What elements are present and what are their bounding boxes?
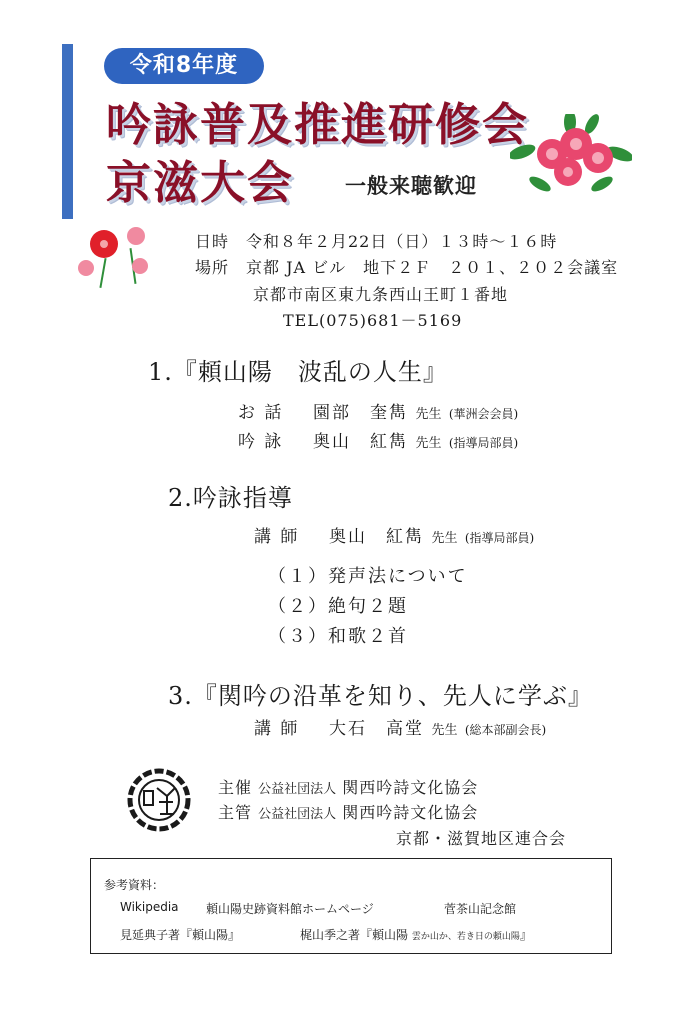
page-subtitle: 京滋大会 bbox=[106, 156, 295, 209]
speaker-row bbox=[238, 398, 518, 423]
section-3-title: 3.『関吟の沿革を知り、先人に学ぶ』 bbox=[168, 682, 593, 710]
speaker-name: 奥山 紅雋 bbox=[329, 527, 425, 547]
speaker-honorific: 先生 bbox=[415, 436, 442, 451]
speaker-affiliation: (総本部副会長) bbox=[464, 723, 547, 737]
event-tel: TEL(075)681－5169 bbox=[283, 311, 463, 330]
welcome-note: 一般来聴歓迎 bbox=[345, 174, 477, 198]
list-item: （３）和歌２首 bbox=[268, 626, 408, 647]
speaker-name: 奥山 紅雋 bbox=[313, 432, 409, 452]
reference-item bbox=[300, 926, 532, 943]
speaker-affiliation: (華洲会会員) bbox=[448, 407, 519, 421]
manager-label: 主管 bbox=[218, 803, 253, 822]
reference-close: 』 bbox=[519, 928, 532, 942]
reference-item: 菅茶山記念館 bbox=[444, 902, 517, 916]
speaker-honorific: 先生 bbox=[415, 407, 442, 422]
page-title: 吟詠普及推進研修会 bbox=[106, 98, 530, 151]
manager-sub: 京都・滋賀地区連合会 bbox=[396, 829, 567, 848]
manager-name: 関西吟詩文化協会 bbox=[342, 803, 479, 822]
host-label: 主催 bbox=[218, 778, 253, 797]
azalea-flower-icon bbox=[510, 114, 632, 196]
references-label: 参考資料： bbox=[104, 878, 165, 892]
list-item: （１）発声法について bbox=[268, 566, 468, 587]
host-row bbox=[218, 775, 478, 798]
manager-row bbox=[218, 800, 478, 823]
reference-item: 見延典子著『頼山陽』 bbox=[120, 928, 241, 942]
speaker-row bbox=[254, 714, 546, 739]
speaker-affiliation: (指導局部員) bbox=[464, 531, 535, 545]
reference-item: 頼山陽史跡資料館ホームページ bbox=[206, 902, 374, 916]
section-1-title: 1.『頼山陽 波乱の人生』 bbox=[148, 358, 448, 386]
manager-kind: 公益社団法人 bbox=[258, 807, 337, 822]
speaker-role: お 話 bbox=[238, 403, 284, 423]
reference-subtitle: 雲か山か、若き日の頼山陽 bbox=[411, 932, 520, 942]
reference-main: 梶山季之著『頼山陽 bbox=[300, 928, 409, 942]
event-address: 京都市南区東九条西山王町１番地 bbox=[253, 285, 509, 304]
speaker-affiliation: (指導局部員) bbox=[448, 436, 519, 450]
speaker-row bbox=[254, 522, 534, 547]
host-name: 関西吟詩文化協会 bbox=[342, 778, 479, 797]
accent-bar bbox=[62, 44, 73, 219]
reference-item: Wikipedia bbox=[120, 900, 179, 914]
speaker-role: 吟 詠 bbox=[238, 432, 284, 452]
section-2-title: 2.吟詠指導 bbox=[168, 484, 293, 512]
speaker-honorific: 先生 bbox=[431, 723, 458, 738]
host-kind: 公益社団法人 bbox=[258, 782, 337, 797]
carnation-flower-icon bbox=[74, 218, 158, 290]
speaker-name: 園部 奎雋 bbox=[313, 403, 409, 423]
list-item: （２）絶句２題 bbox=[268, 596, 408, 617]
speaker-role: 講 師 bbox=[254, 719, 300, 739]
speaker-role: 講 師 bbox=[254, 527, 300, 547]
speaker-row bbox=[238, 427, 518, 452]
year-badge: 令和8年度 bbox=[104, 48, 264, 84]
event-place: 場所 京都 JA ビル 地下２Ｆ ２０１、２０２会議室 bbox=[195, 258, 619, 277]
association-logo-icon bbox=[127, 768, 191, 832]
speaker-name: 大石 高堂 bbox=[329, 719, 425, 739]
speaker-honorific: 先生 bbox=[431, 531, 458, 546]
event-datetime: 日時 令和８年２月22日（日）１３時～１６時 bbox=[195, 232, 558, 251]
